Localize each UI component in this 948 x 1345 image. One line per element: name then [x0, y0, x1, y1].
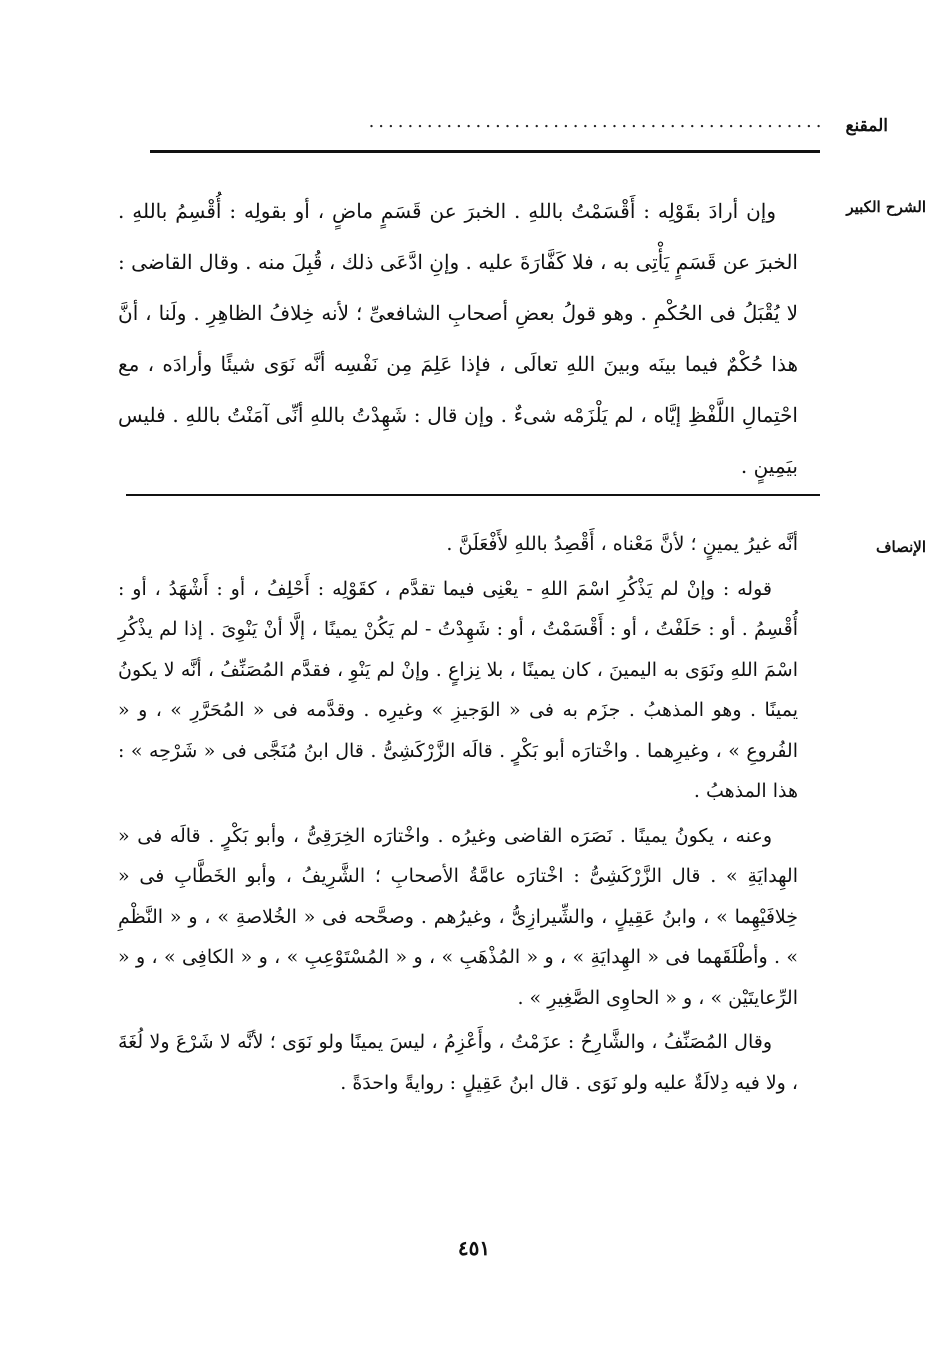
header-rule	[150, 150, 820, 153]
page-number: ٤٥١	[457, 1236, 491, 1260]
book-title: المقنع	[845, 116, 888, 136]
sharh-kabir-text	[118, 186, 798, 492]
insaf-paragraph-1: أنَّه غيرُ يمينٍ ؛ لأنَّ مَعْناه ، أَقْصِدُ باللهِ لأَفْعَلَنَّ .	[446, 533, 798, 555]
header-dotted-leader: ...............................................	[368, 113, 826, 132]
section-divider-rule	[126, 494, 820, 496]
running-header	[120, 106, 888, 146]
insaf-paragraph-2: قوله : وإنْ لم يَذْكُرِ اسْمَ اللهِ - يعْنِى فيما تقدَّم ، كقَوْلِه : أَحْلِفُ ، أو : أَشْهَدُ ، أو : أُقْسِمُ . أو : حَلَفْتُ ، أو : أَقْسَمْتُ ، أو : شَهِدْتُ - لم يَكُنْ يمينًا ، إلَّا أنْ يَنْوِىَ . إذا لم يذْكُرِ اسْمَ اللهِ ونَوَى به اليمينَ ، كان يمينًا ، بلا نِزاعٍ . وإنْ لم يَنْوِ ، فقدَّم المُصَنِّفُ ، أنَّه لا يكونُ يمينًا . وهو المذهبُ . جزَم به فى « الوَجيزِ » وغيرِه . وقدَّمه فى « المُحَرَّرِ » ، و « الفُروعِ » ، وغيرِهما . واخْتارَه أبو بَكْرٍ . قالَه الزَّرْكَشِىُّ . قال ابنُ مُنَجَّى فى « شَرْحِه » : هذا المذهبُ .	[118, 577, 798, 802]
side-label-sharh-kabir: الشرح الكبير	[846, 198, 926, 216]
sharh-paragraph: وإن أرادَ بقَوْلِه : أَقْسَمْتُ باللهِ . الخبرَ عن قَسَمٍ ماضٍ ، أو بقولِه : أُقْسِمُ باللهِ . الخبرَ عن قَسَمٍ يَأْتِى به ، فلا كَفَّارَةَ عليه . وإنِ ادَّعَى ذلك ، قُبِلَ منه . وقال القاضى : لا يُقْبَلُ فى الحُكْمِ . وهو قولُ بعضِ أصحابِ الشافعىِّ ؛ لأنه خِلافُ الظاهِرِ . ولَنا ، أنَّ هذا حُكْمٌ فيما بينَه وبينَ اللهِ تعالَى ، فإذا عَلِمَ مِن نَفْسِه أنَّه نَوَى شيئًا وأرادَه ، مع احْتِمالِ اللَّفْظِ إيَّاه ، لم يَلْزَمْه شىءٌ . وإن قال : شَهِدْتُ باللهِ أنِّى آمَنْتُ باللهِ . فليس بيَمِينٍ .	[118, 199, 798, 478]
insaf-paragraph-4: وقال المُصَنِّفُ ، والشَّارِحُ : عزَمْتُ ، وأَعْزِمُ ، ليسَ يمينًا ولو نَوَى ؛ لأنَّه لا شَرْعَ ولا لُغَةَ ، ولا فيه دِلالَةٌ عليه ولو نَوَى . قال ابنُ عَقِيلٍ : روايةً واحدَةً .	[118, 1031, 798, 1094]
side-label-insaf: الإنصاف	[875, 538, 926, 556]
insaf-paragraph-3: وعنه ، يكونُ يمينًا . نَصَرَه القاضى وغيرُه . واخْتارَه الخِرَقِىُّ ، وأبو بَكْرٍ . قالَه فى « الهِدايَةِ » . قال الزَّرْكَشِىُّ : اخْتارَه عامَّةُ الأصحابِ ؛ الشَّرِيفُ ، وأبو الخَطَّابِ فى « خِلافَيْهِما » ، وابنُ عَقِيلٍ ، والشِّيرازِىُّ ، وغيرُهم . وصحَّحه فى « الخُلاصةِ » ، و « النَّظْمِ » . وأطْلَقَهما فى « الهِدايَةِ » ، و « المُذْهَبِ » ، و « المُسْتَوْعِبِ » ، و « الكافِى » ، و « الرِّعايتَيْن » ، و « الحاوِى الصَّغِيرِ » .	[118, 824, 798, 1009]
insaf-text	[118, 524, 798, 1107]
